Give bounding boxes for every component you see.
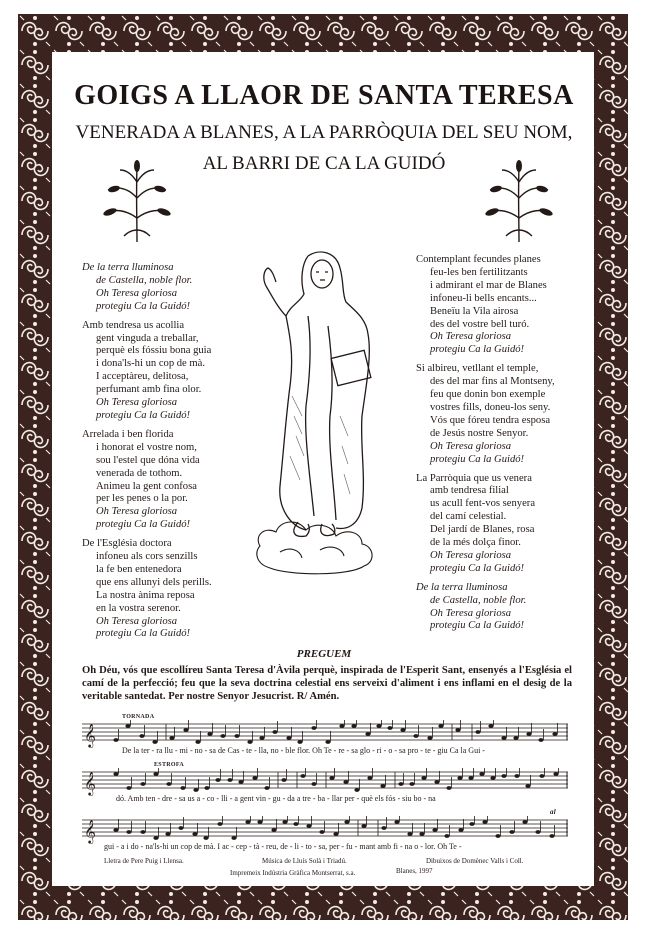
stanza (82, 429, 252, 532)
prayer-heading: PREGUEM (296, 648, 352, 660)
note-head (361, 824, 366, 828)
al-segno-label: al (550, 808, 557, 816)
stanza (82, 538, 252, 641)
lyrics-line-1: De la ter - ra llu - mi - no - sa de Cas - te - lla, no - ble flor. Oh Te - re - sa glo - ri - o - sa pro - te - giu Ca la Gui - (122, 746, 485, 755)
verse-line: Oh Teresa gloriosa (430, 607, 512, 619)
lyrics-line-3: gui - a i do - na'ls-hi un cop de mà. I ac - cep - tà - reu, de - li - to - sa, per - fu - mant amb fi - na o - lor. Oh Te - (104, 842, 462, 851)
note-head (311, 782, 316, 786)
note-head (525, 784, 530, 788)
credit-printer: Impremeix Indústria Gràfica Montserrat, s.a. (230, 869, 356, 877)
note-head (178, 826, 183, 830)
note-head (286, 736, 291, 740)
note-head (125, 724, 130, 728)
note-head (457, 776, 462, 780)
stanza (416, 254, 596, 357)
note-head (458, 828, 463, 832)
note-head (215, 778, 220, 782)
note-head (300, 774, 305, 778)
note-head (354, 788, 359, 792)
note-head (311, 726, 316, 730)
note-head (438, 724, 443, 728)
note-head (217, 822, 222, 826)
verse-line: De la terra lluminosa (82, 262, 174, 273)
verse-line: De la terra lluminosa (416, 581, 508, 593)
note-head (394, 820, 399, 824)
note-head (264, 786, 269, 790)
note-head (488, 724, 493, 728)
note-head (535, 830, 540, 834)
verse-line: de la més dolça finor. (430, 537, 521, 549)
note-head (367, 776, 372, 780)
note-head (271, 828, 276, 832)
note-head (245, 820, 250, 824)
note-head (306, 824, 311, 828)
note-head (376, 724, 381, 728)
verse-line: des del vostre bell turó. (430, 318, 530, 330)
treble-clef-icon: 𝄞 (84, 723, 96, 747)
verse-line: del camí celestial. (430, 511, 507, 523)
verse-line: i honorat el vostre nom, (96, 441, 197, 453)
note-head (183, 728, 188, 732)
note-head (419, 832, 424, 836)
note-head (539, 774, 544, 778)
verse-line: perfumant amb fina olor. (96, 384, 202, 396)
note-head (113, 738, 118, 742)
saint-teresa-illustration (250, 246, 390, 576)
verse-line: vostres fills, doneu-los seny. (430, 401, 551, 413)
note-head (153, 836, 158, 840)
credit-place-year: Blanes, 1997 (396, 867, 433, 875)
verse-line: protegiu Ca la Guidó! (430, 453, 525, 465)
note-head (398, 782, 403, 786)
verse-line: protegiu Ca la Guidó! (430, 620, 525, 632)
note-head (444, 834, 449, 838)
note-head (231, 836, 236, 840)
verse-line: Contemplant fecundes planes (416, 254, 541, 265)
stanza (416, 582, 596, 634)
verse-line: en la vostra serenor. (96, 602, 181, 614)
treble-clef-icon: 𝄞 (84, 819, 96, 843)
note-head (552, 732, 557, 736)
note-head (343, 780, 348, 784)
verse-line: Animeu la gent confosa (96, 480, 197, 492)
verse-line: Oh Teresa gloriosa (430, 440, 512, 452)
note-head (113, 772, 118, 776)
note-head (427, 736, 432, 740)
note-head (501, 736, 506, 740)
verse-line: I acceptàreu, delitosa, (96, 371, 189, 383)
right-leaf-ornament (478, 158, 560, 244)
note-head (126, 786, 131, 790)
verse-line: protegiu Ca la Guidó! (430, 344, 525, 356)
right-verse-column (416, 254, 596, 639)
note-head (238, 780, 243, 784)
note-head (126, 830, 131, 834)
verse-line: protegiu Ca la Guidó! (96, 300, 191, 312)
note-head (446, 786, 451, 790)
verse-line: Oh Teresa gloriosa (430, 549, 512, 561)
tornada-label: TORNADA (122, 714, 155, 720)
note-head (495, 834, 500, 838)
verse-line: feu que donin bon exemple (430, 389, 546, 401)
note-head (140, 830, 145, 834)
verse-line: Oh Teresa gloriosa (430, 331, 512, 343)
verse-line: Oh Teresa gloriosa (96, 287, 178, 299)
treble-clef-icon: 𝄞 (84, 771, 96, 795)
verse-line: protegiu Ca la Guidó! (96, 519, 191, 531)
verse-line: La Parròquia que us venera (416, 472, 532, 484)
verse-line: infoneu-li bells encants... (430, 292, 537, 304)
note-head (413, 734, 418, 738)
note-head (282, 820, 287, 824)
music-staff-1 (82, 712, 568, 764)
note-head (409, 782, 414, 786)
verse-line: perquè els fóssiu bona guia (96, 345, 212, 357)
music-staff-2 (82, 760, 568, 812)
note-head (514, 774, 519, 778)
verse-line: Amb tendresa us acollia (82, 319, 185, 331)
stanza (416, 363, 596, 466)
estrofa-label: ESTROFA (154, 762, 184, 768)
verse-line: Oh Teresa gloriosa (96, 397, 178, 409)
note-head (220, 734, 225, 738)
music-staff-3 (82, 808, 568, 860)
note-head (380, 784, 385, 788)
note-head (365, 732, 370, 736)
verse-line: protegiu Ca la Guidó! (96, 628, 191, 640)
verse-line: infoneu als cors senzills (96, 551, 198, 563)
credit-drawings: Dibuixos de Domènec Valls i Coll. (426, 857, 524, 865)
note-head (479, 772, 484, 776)
verse-line: i admirant el mar de Blanes (430, 279, 547, 291)
note-head (140, 782, 145, 786)
lyrics-line-2: dó. Amb ten - dre - sa us a - co - lli - a gent vin - gu - da a tre - ba - llar per - què els fós - siu bo - na (116, 794, 436, 803)
verse-line: us acull fent-vos senyera (430, 498, 536, 510)
note-head (501, 774, 506, 778)
credit-lyrics: Lletra de Pere Puig i Llensa. (104, 857, 184, 865)
verse-line: La nostra ànima reposa (96, 589, 195, 601)
note-head (482, 820, 487, 824)
verse-line: que ens allunyi dels perills. (96, 576, 212, 588)
note-head (351, 724, 356, 728)
note-head (526, 732, 531, 736)
note-head (192, 832, 197, 836)
note-head (165, 832, 170, 836)
note-head (257, 820, 262, 824)
note-head (272, 730, 277, 734)
verse-line: protegiu Ca la Guidó! (430, 562, 525, 574)
verse-line: de Jesús nostre Senyor. (430, 427, 529, 439)
prayer-text: Oh Déu, vós que escollíreu Santa Teresa d'Àvila perquè, inspirada de l'Esperit Sant, ensenyés a l'Església el camí de la perfecció; feu que la seva doctrina celestial ens serveixi d'aliment i ens inflami en el desig de la veritable santedat. Per nostre Senyor Jesucrist. R/ Amén. (82, 665, 572, 702)
verse-line: la fe ben entenedora (96, 563, 182, 575)
note-head (293, 822, 298, 826)
note-head (538, 738, 543, 742)
note-head (325, 740, 330, 744)
note-head (207, 732, 212, 736)
stanza (82, 320, 252, 423)
note-head (113, 828, 118, 832)
verse-line: Si albireu, vetllant el temple, (416, 363, 539, 375)
verse-line: des del mar fins al Montseny, (430, 376, 555, 388)
verse-line: Del jardí de Blanes, rosa (430, 524, 535, 536)
note-head (455, 728, 460, 732)
note-head (469, 822, 474, 826)
verse-line: venerada de tothom. (96, 467, 183, 479)
verse-line: protegiu Ca la Guidó! (96, 409, 191, 421)
note-head (281, 778, 286, 782)
note-head (203, 836, 208, 840)
stanza (416, 473, 596, 576)
note-head (344, 820, 349, 824)
note-head (259, 736, 264, 740)
note-head (139, 734, 144, 738)
note-head (549, 834, 554, 838)
note-head (297, 740, 302, 744)
note-head (193, 788, 198, 792)
stanza (82, 262, 252, 314)
verse-line: de Castella, noble flor. (430, 594, 527, 606)
note-head (166, 782, 171, 786)
note-head (169, 736, 174, 740)
note-head (513, 736, 518, 740)
verse-line: Arrelada i ben florida (82, 428, 174, 440)
note-head (522, 820, 527, 824)
note-head (407, 832, 412, 836)
note-head (432, 828, 437, 832)
verse-line: per les penes o la por. (96, 493, 188, 505)
note-head (468, 776, 473, 780)
note-head (381, 826, 386, 830)
note-head (421, 776, 426, 780)
note-head (204, 786, 209, 790)
left-verse-column (82, 262, 252, 647)
verse-line: sou l'estel que dóna vida (96, 454, 200, 466)
verse-line: de Castella, noble flor. (96, 274, 193, 286)
verse-line: Oh Teresa gloriosa (96, 615, 178, 627)
subtitle-line-2: AL BARRI DE CA LA GUIDÓ (202, 153, 446, 174)
verse-line: De l'Església doctora (82, 538, 172, 550)
note-head (387, 726, 392, 730)
note-head (490, 776, 495, 780)
note-head (180, 786, 185, 790)
subtitle-line-1: VENERADA A BLANES, A LA PARRÒQUIA DEL SEU NOM, (75, 122, 573, 143)
note-head (227, 778, 232, 782)
note-head (329, 776, 334, 780)
verse-line: i dona'ls-hi un cop de mà. (96, 358, 205, 370)
note-head (553, 772, 558, 776)
note-head (339, 724, 344, 728)
verse-line: Beneïu la Vila airosa (430, 305, 519, 317)
left-leaf-ornament (96, 158, 178, 244)
note-head (195, 740, 200, 744)
credit-music: Música de Lluís Solà i Triadú. (262, 857, 347, 865)
note-head (234, 734, 239, 738)
note-head (475, 730, 480, 734)
note-head (400, 728, 405, 732)
verse-line: Oh Teresa gloriosa (96, 506, 178, 518)
note-head (252, 776, 257, 780)
page-title: GOIGS A LLAOR DE SANTA TERESA (74, 80, 574, 111)
verse-line: Vós que fóreu tendra esposa (430, 414, 551, 426)
note-head (333, 832, 338, 836)
note-head (247, 740, 252, 744)
note-head (152, 740, 157, 744)
note-head (319, 830, 324, 834)
verse-line: amb tendresa filial (430, 485, 509, 497)
note-head (509, 830, 514, 834)
verse-line: feu-les ben fertilitzants (430, 266, 528, 278)
verse-line: gent vinguda a treballar, (96, 332, 199, 344)
note-head (434, 780, 439, 784)
note-head (153, 772, 158, 776)
